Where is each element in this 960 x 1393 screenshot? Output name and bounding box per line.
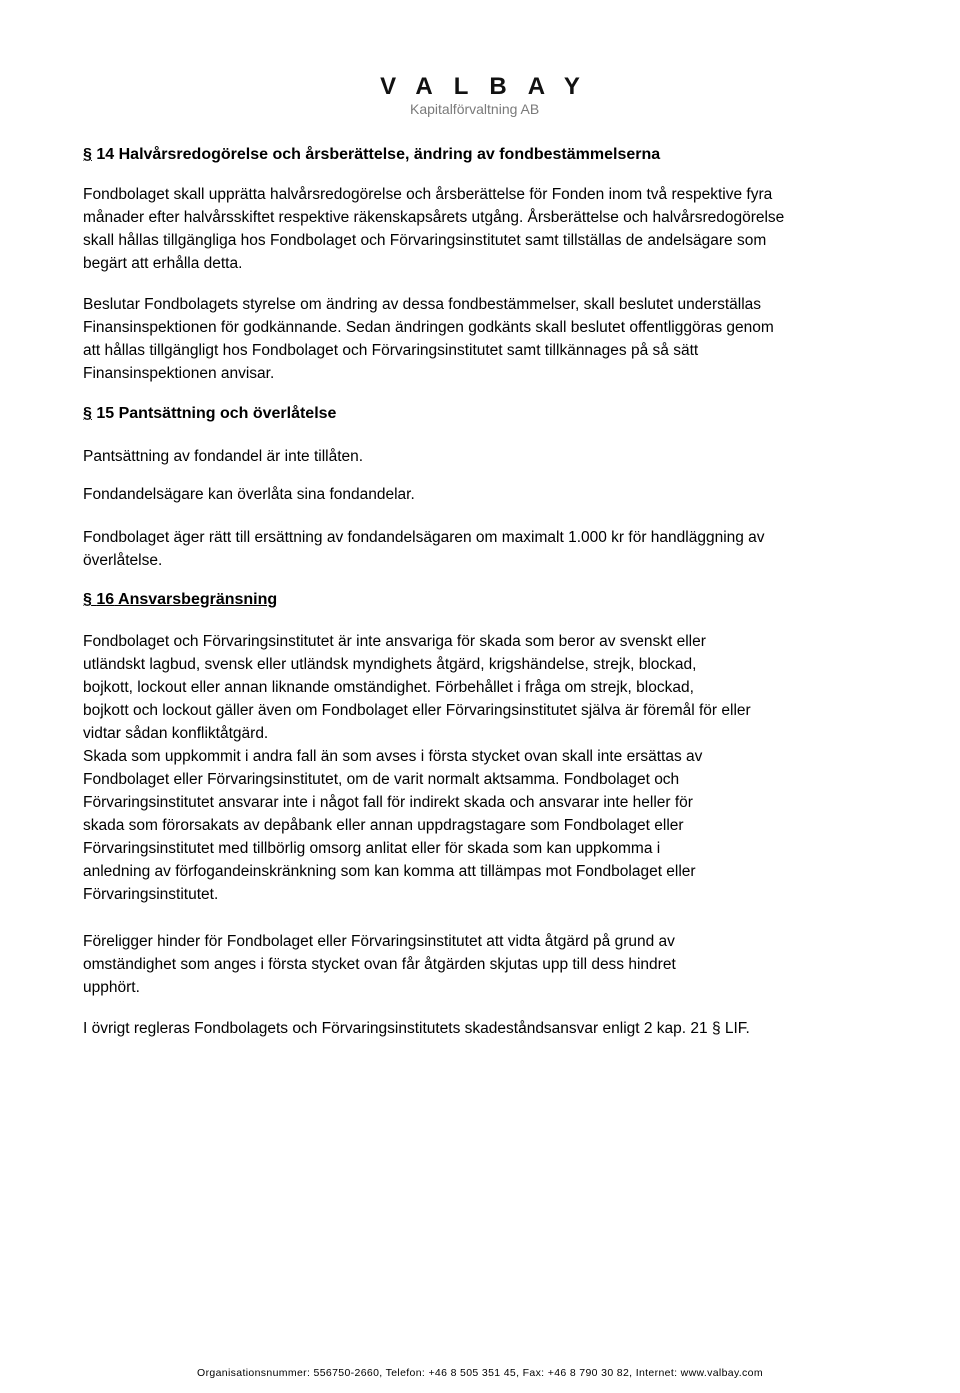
- section-14-paragraph-1: Fondbolaget skall upprätta halvårsredogörelse och årsberättelse för Fonden inom två respektive fyra månader efter halvårsskiftet respektive räkenskapsårets utgång. Årsberättelse och halvårsredogörelse skall hållas tillgängliga hos Fondbolaget och Förvaringsinstitutet samt tillställas de andelsägare som begärt att erhålla detta.: [83, 186, 785, 272]
- section-15-paragraph-2: Fondandelsägare kan överlåta sina fondandelar.: [83, 486, 415, 503]
- company-logo: [0, 73, 960, 117]
- section-16-heading: § 16 Ansvarsbegränsning: [83, 591, 278, 608]
- section-15-paragraph-1: Pantsättning av fondandel är inte tillåten.: [83, 448, 364, 465]
- section-15-paragraph-3: Fondbolaget äger rätt till ersättning av fondandelsägaren om maximalt 1.000 kr för handläggning av överlåtelse.: [83, 529, 765, 569]
- section-15-heading: § 15 Pantsättning och överlåtelse: [83, 405, 337, 422]
- section-14-heading: § 14 Halvårsredogörelse och årsberättelse, ändring av fondbestämmelserna: [83, 146, 661, 163]
- section-16-paragraph-2: Föreligger hinder för Fondbolaget eller Förvaringsinstitutet att vidta åtgärd på grund av omständighet som anges i första stycket ovan får åtgärden skjutas upp till dess hindret upphört.: [83, 933, 676, 996]
- section-16-paragraph-3: I övrigt regleras Fondbolagets och Förvaringsinstitutets skadeståndsansvar enligt 2 kap. 21 § LIF.: [83, 1020, 750, 1037]
- section-14-paragraph-2: Beslutar Fondbolagets styrelse om ändring av dessa fondbestämmelser, skall beslutet underställas Finansinspektionen för godkännande. Sedan ändringen godkänts skall beslutet offentliggöras genom att hållas tillgängligt hos Fondbolaget och Förvaringsinstitutet samt tillkännages på så sätt Finansinspektionen anvisar.: [83, 296, 774, 382]
- logo-subtitle: Kapitalförvaltning AB: [410, 101, 540, 117]
- logo-brand: VALBAY: [380, 73, 601, 100]
- section-16-paragraph-1: Fondbolaget och Förvaringsinstitutet är inte ansvariga för skada som beror av svenskt eller utländskt lagbud, svensk eller utländsk myndighets åtgärd, krigshändelse, strejk, blockad, bojkott, lockout eller annan liknande omständighet. Förbehållet i fråga om strejk, blockad, bojkott och lockout gäller även om Fondbolaget eller Förvaringsinstitutet själva är föremål för eller vidtar sådan konfliktåtgärd. Skada som uppkommit i andra fall än som avses i första stycket ovan skall inte ersättas av Fondbolaget eller Förvaringsinstitutet, om de varit normalt aktsamma. Fondbolaget och Förvaringsinstitutet ansvarar inte i något fall för indirekt skada och ansvarar inte heller för skada som förorsakats av depåbank eller annan uppdragstagare som Fondbolaget eller Förvaringsinstitutet med tillbörlig omsorg anlitat eller för skada som kan uppkomma i anledning av förfogandeinskränkning som kan komma att tillämpas mot Fondbolaget eller Förvaringsinstitutet.: [83, 633, 751, 903]
- page-footer: Organisationsnummer: 556750-2660, Telefon: +46 8 505 351 45, Fax: +46 8 790 30 82, Internet: www.valbay.com: [197, 1367, 763, 1379]
